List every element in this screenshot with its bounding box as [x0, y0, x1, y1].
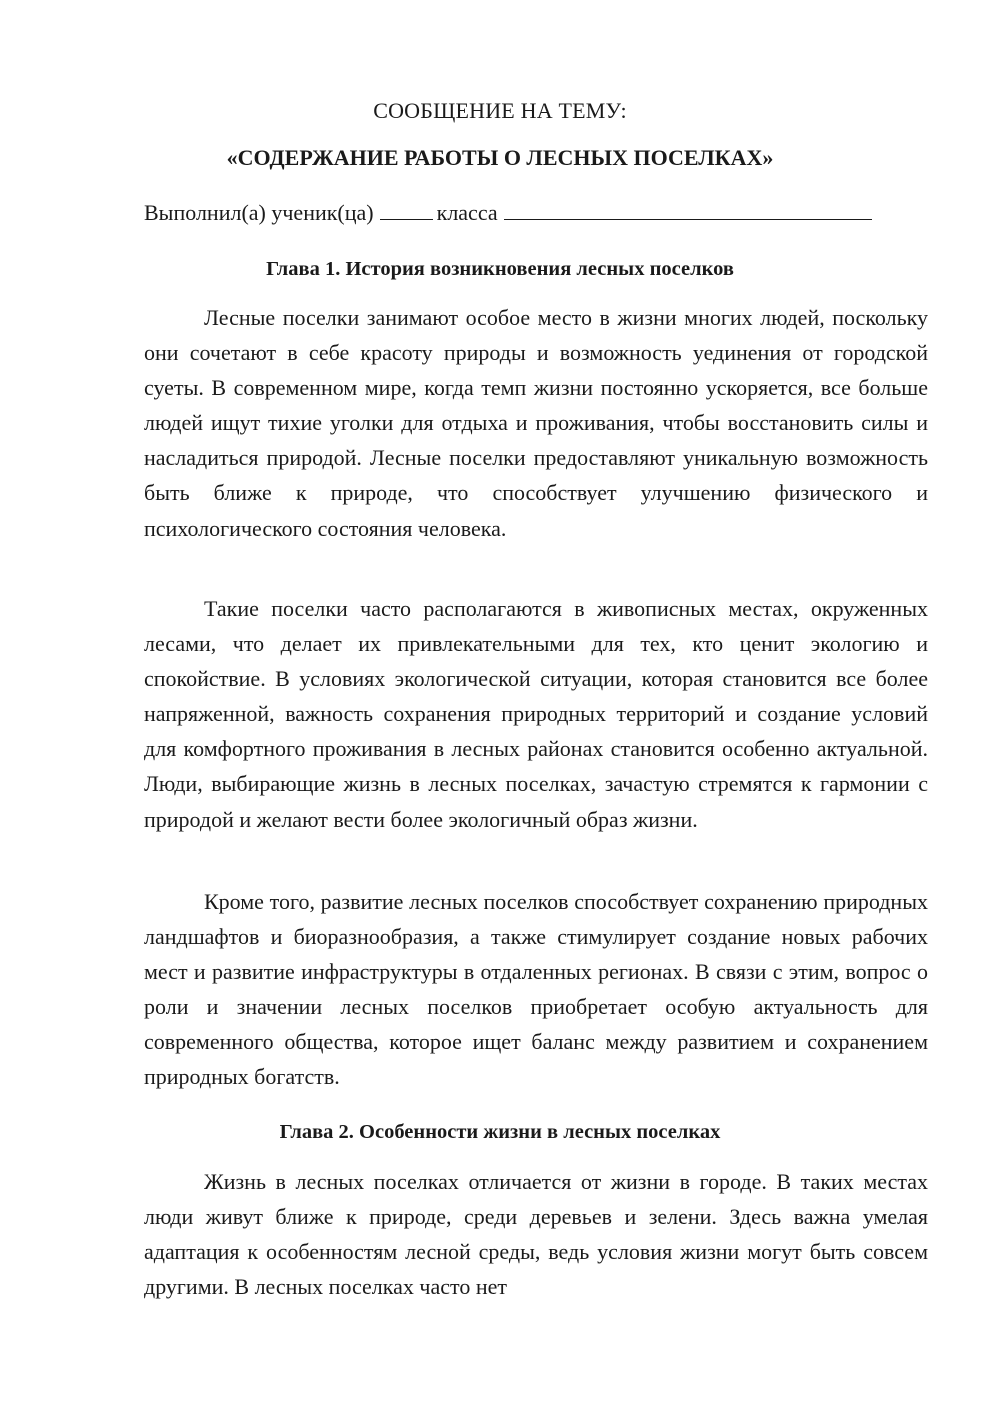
chapter1-paragraph-3: Кроме того, развитие лесных поселков способствует сохранению природных ландшафтов и биоразнообразия, а также стимулирует создание новых рабочих мест и развитие инфраструктуры в отдаленных регионах. В связи с этим, вопрос о роли и значении лесных поселков приобретает особую актуальность для современного общества, которое ищет баланс между развитием и сохранением природных богатств.: [144, 889, 928, 1090]
class-label: класса: [436, 200, 498, 225]
document-title-line2: «СОДЕРЖАНИЕ РАБОТЫ О ЛЕСНЫХ ПОСЕЛКАХ»: [226, 145, 774, 170]
student-name-blank: [504, 199, 872, 220]
chapter1-paragraph-2: Такие поселки часто располагаются в живописных местах, окруженных лесами, что делает их привлекательными для тех, кто ценит экологию и спокойствие. В условиях экологической ситуации, которая становится все более напряженной, важность сохранения природных территорий и создание условий для комфортного проживания в лесных районах становится особенно актуальной. Люди, выбирающие жизнь в лесных поселках, зачастую стремятся к гармонии с природой и желают вести более экологичный образ жизни.: [144, 596, 928, 832]
chapter1-heading: Глава 1. История возникновения лесных поселков: [266, 258, 734, 280]
class-number-blank: [380, 199, 433, 220]
student-info-line: [144, 198, 934, 228]
chapter2-paragraph-1: Жизнь в лесных поселках отличается от жизни в городе. В таких местах люди живут ближе к природе, среди деревьев и зелени. Здесь важна умелая адаптация к особенностям лесной среды, ведь условия жизни могут быть совсем другими. В лесных поселках часто нет: [144, 1169, 928, 1300]
chapter2-heading: Глава 2. Особенности жизни в лесных поселках: [279, 1121, 721, 1143]
document-title-line1: СООБЩЕНИЕ НА ТЕМУ:: [373, 98, 627, 123]
performed-by-label: Выполнил(а) ученик(ца): [144, 200, 374, 225]
chapter1-paragraph-1: Лесные поселки занимают особое место в жизни многих людей, поскольку они сочетают в себе красоту природы и возможность уединения от городской суеты. В современном мире, когда темп жизни постоянно ускоряется, все больше людей ищут тихие уголки для отдыха и проживания, чтобы восстановить силы и насладиться природой. Лесные поселки предоставляют уникальную возможность быть ближе к природе, что способствует улучшению физического и психологического состояния человека.: [144, 305, 928, 541]
